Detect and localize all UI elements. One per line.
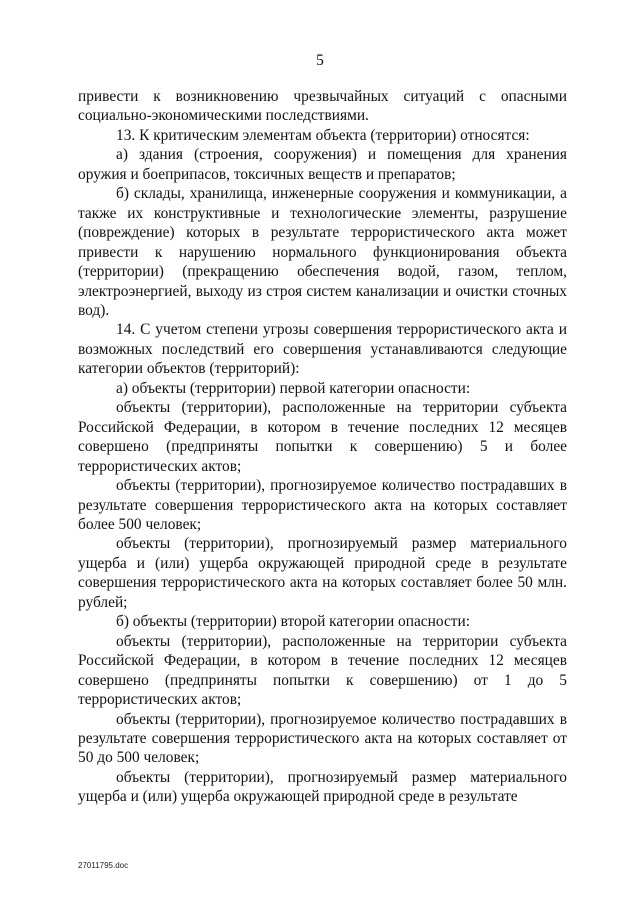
- paragraph-14a-item-1: объекты (территории), расположенные на территории субъекта Российской Федерации, в котором в течение последних 12 месяцев совершено (предприняты попытки к совершению) 5 и более террористических актов;: [78, 399, 567, 475]
- document-body: [78, 87, 567, 807]
- paragraph-13a: а) здания (строения, сооружения) и помещения для хранения оружия и боеприпасов, токсичных веществ и препаратов;: [78, 146, 567, 183]
- paragraph-14a-item-2: объекты (территории), прогнозируемое количество пострадавших в результате совершения террористического акта на которых составляет более 500 человек;: [78, 477, 567, 533]
- paragraph-continuation: привести к возникновению чрезвычайных ситуаций с опасными социально-экономическими последствиями.: [78, 88, 567, 125]
- paragraph-14b-item-1: объекты (территории), расположенные на территории субъекта Российской Федерации, в котором в течение последних 12 месяцев совершено (предприняты попытки к совершению) от 1 до 5 террористических актов;: [78, 632, 567, 709]
- paragraph-14b-item-2: объекты (территории), прогнозируемое количество пострадавших в результате совершения террористического акта на которых составляет от 50 до 500 человек;: [78, 710, 567, 767]
- paragraph-13b: б) склады, хранилища, инженерные сооружения и коммуникации, а также их конструктивные и технологические элементы, разрушение (повреждение) которых в результате террористического акта может привести к нарушению нормального функционирования объекта (территории) (прекращению обеспечения водой, газом, теплом, электроэнергией, выходу из строя систем канализации и очистки сточных вод).: [78, 185, 567, 319]
- paragraph-section-13: 13. К критическим элементам объекта (территории) относятся:: [116, 126, 530, 144]
- paragraph-section-14: 14. С учетом степени угрозы совершения террористического акта и возможных последствий его совершения устанавливаются следующие категории объектов (территорий):: [78, 321, 567, 378]
- paragraph-14a: а) объекты (территории) первой категории опасности:: [116, 379, 471, 397]
- page-number: 5: [316, 52, 324, 69]
- paragraph-14b: б) объекты (территории) второй категории опасности:: [116, 613, 471, 631]
- file-name-footer: 27011795.doc: [78, 861, 129, 870]
- paragraph-14b-item-3: объекты (территории), прогнозируемый размер материального ущерба и (или) ущерба окружающей природной среде в результате: [78, 768, 567, 806]
- paragraph-14a-item-3: объекты (территории), прогнозируемый размер материального ущерба и (или) ущерба окружающей природной среде в результате совершения террористического акта на которых составляет более 50 млн. рублей;: [78, 535, 567, 611]
